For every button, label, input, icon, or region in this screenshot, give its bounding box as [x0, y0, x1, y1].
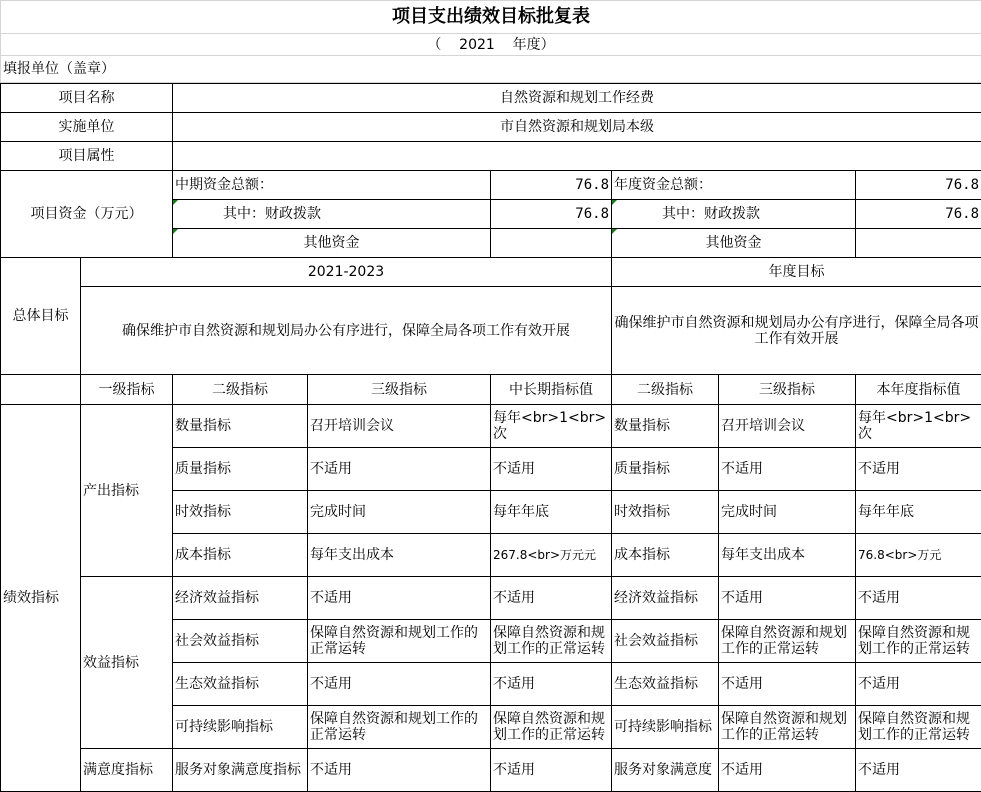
project-name-value[interactable]: 自然资源和规划工作经费 [173, 84, 981, 113]
annual-value-cell[interactable] [856, 448, 981, 491]
level2-text: 成本指标 [175, 547, 305, 563]
level2-cell [173, 491, 308, 534]
period-header: 2021-2023 [81, 258, 612, 287]
mid-fiscal-label: 其中：财政拨款 [173, 200, 491, 229]
impl-unit-label: 实施单位 [1, 113, 173, 142]
annual-value-cell[interactable] [856, 534, 981, 577]
annual-level3-text: 保障自然资源和规划工作的正常运转 [721, 625, 853, 657]
annual-level3-text: 保障自然资源和规划工作的正常运转 [721, 711, 853, 743]
annual-value-cell[interactable] [856, 405, 981, 448]
annual-level3-cell[interactable] [719, 448, 856, 491]
annual-level2-text: 社会效益指标 [614, 633, 716, 649]
annual-level2-cell [612, 448, 719, 491]
level2-cell [173, 663, 308, 706]
impl-unit-value[interactable]: 市自然资源和规划局本级 [173, 113, 981, 142]
reporting-unit: 填报单位（盖章） [1, 56, 981, 83]
annual-level3-cell[interactable] [719, 405, 856, 448]
mid-value-cell[interactable] [491, 749, 612, 792]
mid-value-cell[interactable] [491, 577, 612, 620]
annual-level3-cell[interactable] [719, 706, 856, 749]
annual-level2-cell [612, 706, 719, 749]
level2-text: 数量指标 [175, 418, 305, 434]
level3-cell[interactable] [308, 491, 491, 534]
project-attr-value[interactable] [173, 142, 981, 171]
level1-indicator: 产出指标 [81, 405, 173, 577]
annual-goal-header: 年度目标 [612, 258, 981, 287]
project-name-label: 项目名称 [1, 84, 173, 113]
annual-other-label: 其他资金 [612, 229, 856, 258]
annual-level3-text: 召开培训会议 [721, 418, 853, 434]
level2-cell [173, 620, 308, 663]
annual-level2-text: 数量指标 [614, 418, 716, 434]
annual-level2-text: 成本指标 [614, 547, 716, 563]
level3-text: 不适用 [310, 676, 488, 692]
mid-value-text: 不适用 [493, 676, 609, 692]
annual-level3-text: 不适用 [721, 590, 853, 606]
mid-value-text: 保障自然资源和规划工作的正常运转 [493, 711, 609, 743]
page-title: 项目支出绩效目标批复表 [1, 1, 981, 34]
level1-indicator: 效益指标 [81, 577, 173, 749]
annual-level2-cell [612, 620, 719, 663]
header-2: 三级指标 [308, 375, 491, 405]
annual-value-text: 保障自然资源和规划工作的正常运转 [858, 625, 979, 657]
annual-value-cell[interactable] [856, 577, 981, 620]
level2-cell [173, 534, 308, 577]
annual-level3-cell[interactable] [719, 749, 856, 792]
level2-text: 服务对象满意度指标 [175, 762, 305, 778]
annual-goal-text[interactable]: 确保维护市自然资源和规划局办公有序进行，保障全局各项工作有效开展 [612, 287, 981, 375]
level3-cell[interactable] [308, 706, 491, 749]
annual-value-text: 不适用 [858, 590, 979, 606]
header-3: 中长期指标值 [491, 375, 612, 405]
level2-cell [173, 448, 308, 491]
mid-value-cell[interactable] [491, 534, 612, 577]
annual-value-text: 保障自然资源和规划工作的正常运转 [858, 711, 979, 743]
level2-text: 社会效益指标 [175, 633, 305, 649]
annual-value-cell[interactable] [856, 491, 981, 534]
annual-value-cell[interactable] [856, 706, 981, 749]
mid-other-label: 其他资金 [173, 229, 491, 258]
header-block [0, 0, 981, 83]
level3-cell[interactable] [308, 620, 491, 663]
mid-value-text: 不适用 [493, 461, 609, 477]
header-6: 本年度指标值 [856, 375, 981, 405]
header-1: 二级指标 [173, 375, 308, 405]
annual-level2-text: 时效指标 [614, 504, 716, 520]
level3-text: 不适用 [310, 461, 488, 477]
level2-text: 可持续影响指标 [175, 719, 305, 735]
mid-value-cell[interactable] [491, 405, 612, 448]
mid-value-cell[interactable] [491, 491, 612, 534]
annual-other-value[interactable] [856, 229, 981, 258]
header-4: 二级指标 [612, 375, 719, 405]
overall-goal-label: 总体目标 [1, 258, 81, 375]
annual-fiscal-label: 其中：财政拨款 [612, 200, 856, 229]
annual-level2-cell [612, 534, 719, 577]
period-goal-text[interactable]: 确保维护市自然资源和规划局办公有序进行，保障全局各项工作有效开展 [81, 287, 612, 375]
annual-level2-cell [612, 405, 719, 448]
header-blank [1, 375, 81, 405]
annual-value-text: 不适用 [858, 676, 979, 692]
level2-cell [173, 706, 308, 749]
annual-fiscal-value[interactable]: 76.8 [856, 200, 981, 229]
project-attr-label: 项目属性 [1, 142, 173, 171]
annual-level2-cell [612, 491, 719, 534]
annual-value-text: 不适用 [858, 762, 979, 778]
annual-value-text: 每年年底 [858, 504, 979, 520]
level2-cell [173, 577, 308, 620]
indicator-row [1, 577, 981, 620]
performance-table [0, 83, 981, 792]
level2-text: 时效指标 [175, 504, 305, 520]
annual-level3-text: 不适用 [721, 762, 853, 778]
mid-value-cell[interactable] [491, 620, 612, 663]
mid-total-label: 中期资金总额： [173, 171, 491, 200]
level3-text: 保障自然资源和规划工作的正常运转 [310, 625, 488, 657]
funds-label: 项目资金（万元） [1, 171, 173, 258]
level2-cell [173, 749, 308, 792]
level3-cell[interactable] [308, 405, 491, 448]
indicator-row [1, 405, 981, 448]
mid-value-text: 不适用 [493, 762, 609, 778]
level1-indicator: 满意度指标 [81, 749, 173, 792]
annual-total-value[interactable]: 76.8 [856, 171, 981, 200]
annual-level3-text: 每年支出成本 [721, 547, 853, 563]
year-line: （ 2021 年度） [1, 34, 981, 56]
annual-value-cell[interactable] [856, 663, 981, 706]
annual-value-text: 76.8<br>万元 [858, 547, 979, 563]
annual-level2-text: 服务对象满意度 [614, 762, 716, 778]
annual-level3-cell[interactable] [719, 491, 856, 534]
level3-text: 召开培训会议 [310, 418, 488, 434]
header-0: 一级指标 [81, 375, 173, 405]
mid-fiscal-value[interactable]: 76.8 [491, 200, 612, 229]
annual-level3-text: 完成时间 [721, 504, 853, 520]
mid-value-text: 每年<br>1<br>次 [493, 410, 609, 442]
annual-level2-text: 质量指标 [614, 461, 716, 477]
annual-level3-cell[interactable] [719, 577, 856, 620]
perf-indicator-label: 绩效指标 [1, 405, 81, 792]
level2-cell [173, 405, 308, 448]
mid-value-text: 267.8<br>万元元 [493, 547, 609, 563]
annual-level3-cell[interactable] [719, 534, 856, 577]
annual-level3-cell[interactable] [719, 663, 856, 706]
level2-text: 质量指标 [175, 461, 305, 477]
level3-cell[interactable] [308, 749, 491, 792]
annual-level2-cell [612, 663, 719, 706]
annual-total-label: 年度资金总额： [612, 171, 856, 200]
indicator-row [1, 749, 981, 792]
header-5: 三级指标 [719, 375, 856, 405]
mid-other-value[interactable] [491, 229, 612, 258]
mid-total-value[interactable]: 76.8 [491, 171, 612, 200]
annual-value-text: 不适用 [858, 461, 979, 477]
annual-level2-text: 经济效益指标 [614, 590, 716, 606]
level3-text: 完成时间 [310, 504, 488, 520]
annual-level3-cell[interactable] [719, 620, 856, 663]
annual-level2-cell [612, 749, 719, 792]
mid-value-cell[interactable] [491, 706, 612, 749]
annual-value-text: 每年<br>1<br>次 [858, 410, 979, 442]
mid-value-text: 保障自然资源和规划工作的正常运转 [493, 625, 609, 657]
level3-cell[interactable] [308, 663, 491, 706]
level3-cell[interactable] [308, 448, 491, 491]
annual-value-cell[interactable] [856, 749, 981, 792]
mid-value-text: 每年年底 [493, 504, 609, 520]
level3-text: 保障自然资源和规划工作的正常运转 [310, 711, 488, 743]
level3-cell[interactable] [308, 577, 491, 620]
annual-level3-text: 不适用 [721, 461, 853, 477]
level3-cell[interactable] [308, 534, 491, 577]
level3-text: 不适用 [310, 762, 488, 778]
annual-value-cell[interactable] [856, 620, 981, 663]
level3-text: 每年支出成本 [310, 547, 488, 563]
mid-value-text: 不适用 [493, 590, 609, 606]
annual-level2-text: 生态效益指标 [614, 676, 716, 692]
annual-level3-text: 不适用 [721, 676, 853, 692]
annual-level2-cell [612, 577, 719, 620]
mid-value-cell[interactable] [491, 448, 612, 491]
level2-text: 经济效益指标 [175, 590, 305, 606]
level3-text: 不适用 [310, 590, 488, 606]
mid-value-cell[interactable] [491, 663, 612, 706]
annual-level2-text: 可持续影响指标 [614, 719, 716, 735]
level2-text: 生态效益指标 [175, 676, 305, 692]
